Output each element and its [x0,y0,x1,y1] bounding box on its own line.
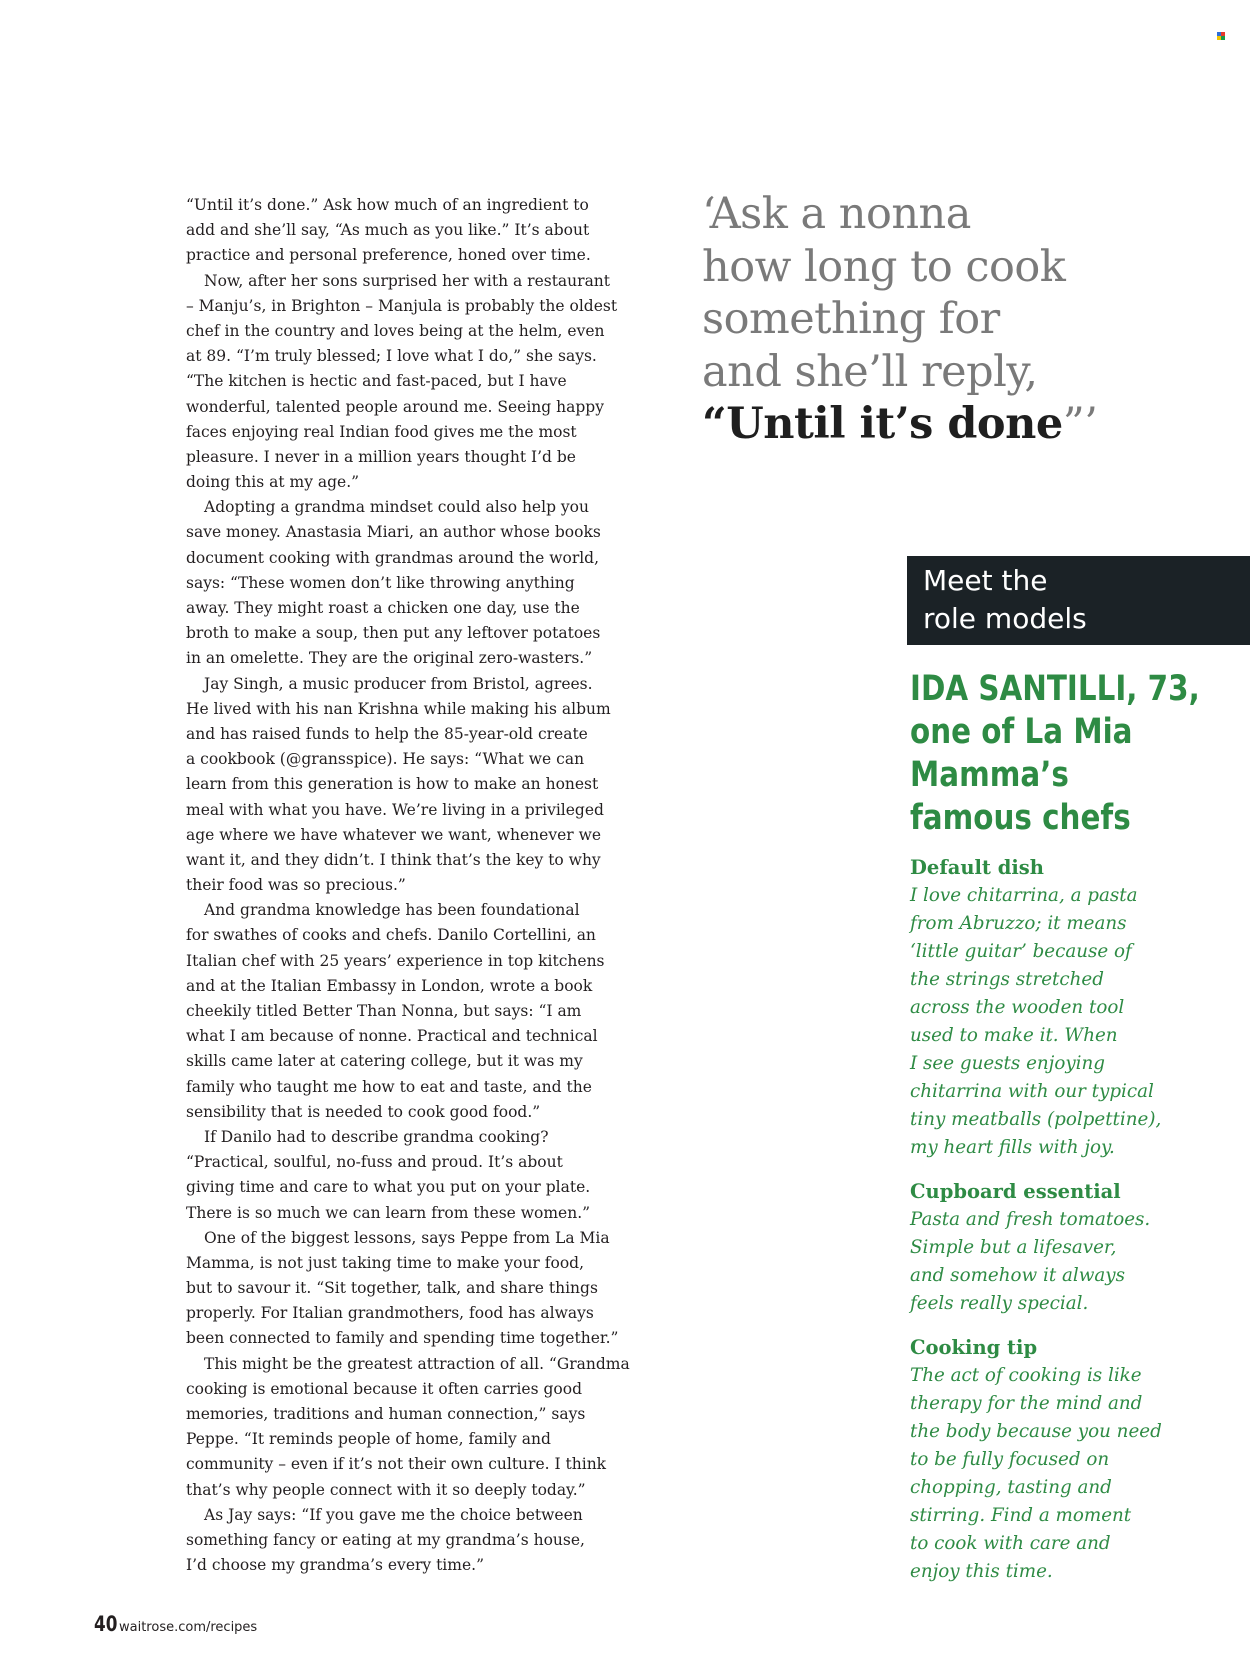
body-text-line: There is so much we can learn from these women.” [186,1203,591,1222]
color-registration-mark [1217,32,1225,40]
body-text-line: says: “These women don’t like throwing anything [186,573,575,592]
pull-quote-line: how long to cook [702,241,1066,292]
banner-line: role models [923,602,1087,635]
body-text-line: learn from this generation is how to make an honest [186,775,599,794]
profile-text-line: feels really special. [910,1293,1089,1314]
body-text-line: cheekily titled Better Than Nonna, but says: “I am [186,1002,582,1020]
body-text-line: If Danilo had to describe grandma cooking? [204,1127,549,1146]
pull-quote [702,188,1122,451]
body-text-line: faces enjoying real Indian food gives me the most [186,422,577,441]
body-text-line: wonderful, talented people around me. Seeing happy [186,397,604,416]
profile-section-heading: Cooking tip [910,1336,1038,1359]
pull-quote-emphasis-line [702,398,1122,451]
profile-text-line: stirring. Find a moment [910,1505,1132,1526]
body-text-line: memories, traditions and human connection,” says [186,1405,586,1423]
profile-text-line: from Abruzzo; it means [910,913,1127,934]
pull-quote-line: something for [702,294,1000,344]
profile-section-heading: Cupboard essential [910,1180,1121,1203]
profile-section-text [910,882,1240,1162]
body-text-line: at 89. “I’m truly blessed; I love what I do,” she says. [186,347,597,366]
body-text-line: One of the biggest lessons, says Peppe from La Mia [204,1228,610,1247]
body-text-line: This might be the greatest attraction of all. “Grandma [204,1354,630,1373]
body-text-line: and at the Italian Embassy in London, wrote a book [186,976,593,995]
profile-text-line: across the wooden tool [910,997,1125,1018]
chef-name-heading [910,668,1200,840]
profile-text-line: chopping, tasting and [910,1477,1112,1498]
profile-text-line: Simple but a lifesaver, [910,1237,1117,1258]
body-text-line: their food was so precious.” [186,876,406,895]
pull-quote-line: and she’ll reply, [702,346,1038,397]
body-text-line: Jay Singh, a music producer from Bristol, agrees. [204,674,593,693]
body-text-line: want it, and they didn’t. I think that’s the key to why [186,850,601,869]
profile-section-text [910,1362,1240,1586]
body-text-line: that’s why people connect with it so deeply today.” [186,1480,586,1499]
body-text-line: what I am because of nonne. Practical and technical [186,1027,598,1046]
body-text-line: Now, after her sons surprised her with a restaurant [204,271,611,290]
body-text-line: Mamma, is not just taking time to make your food, [186,1253,585,1272]
body-text-line: away. They might roast a chicken one day, use the [186,599,580,617]
body-text-line: As Jay says: “If you gave me the choice between [204,1505,583,1524]
body-text-line: – Manju’s, in Brighton – Manjula is probably the oldest [186,296,618,315]
body-text-line: sensibility that is needed to cook good food.” [186,1102,541,1121]
body-text-line: meal with what you have. We’re living in a privileged [186,800,604,819]
body-text-line: I’d choose my grandma’s every time.” [186,1556,484,1575]
profile-section-text [910,1206,1240,1318]
profile-text-line: my heart fills with joy. [910,1137,1115,1158]
profile-text-line: used to make it. When [910,1025,1118,1046]
body-text-line: add and she’ll say, “As much as you like.” It’s about [186,221,590,240]
body-text-line: And grandma knowledge has been foundational [204,901,580,920]
body-text-line: He lived with his nan Krishna while making his album [186,699,611,718]
profile-text-line: tiny meatballs (polpettine), [910,1109,1162,1130]
chef-profile [910,668,1240,1586]
body-text-line: cooking is emotional because it often carries good [186,1379,582,1398]
profile-section-heading: Default dish [910,856,1044,879]
pull-quote-closing-mark: ”’ [1062,399,1098,449]
page-number: 40 [94,1612,118,1636]
body-text-line: “Practical, soulful, no-fuss and proud. It’s about [186,1153,563,1172]
banner-line: Meet the [923,564,1048,597]
body-text-line: “Until it’s done.” Ask how much of an ingredient to [186,196,589,214]
site-url-link[interactable]: waitrose.com/recipes [119,1620,258,1635]
body-text-line: in an omelette. They are the original zero-wasters.” [186,649,593,668]
body-text-line: age where we have whatever we want, whenever we [186,825,602,844]
pull-quote-line: ‘Ask a nonna [702,189,971,239]
pull-quote-emphasis: “Until it’s done [702,399,1063,449]
body-text-line: something fancy or eating at my grandma’s house, [186,1530,585,1549]
body-text-line: “The kitchen is hectic and fast-paced, but I have [186,372,567,391]
chef-name-line: IDA SANTILLI, 73, [910,669,1200,709]
profile-text-line: the strings stretched [910,969,1104,990]
body-text-line: save money. Anastasia Miari, an author whose books [186,523,601,542]
body-text-line: broth to make a soup, then put any leftover potatoes [186,624,601,643]
body-text-line: family who taught me how to eat and taste, and the [186,1077,592,1096]
body-text-line: practice and personal preference, honed over time. [186,246,591,265]
chef-name-line: one of La Mia [910,712,1133,752]
body-text-line: doing this at my age.” [186,473,360,492]
role-models-banner [907,556,1250,645]
body-text-line: pleasure. I never in a million years thought I’d be [186,447,576,466]
profile-text-line: therapy for the mind and [910,1393,1143,1414]
chef-name-line: famous chefs [910,798,1131,838]
profile-text-line: to be fully focused on [910,1449,1110,1470]
body-text-line: chef in the country and loves being at the helm, even [186,321,605,340]
body-text-line: Italian chef with 25 years’ experience in top kitchens [186,951,605,970]
profile-text-line: chitarrina with our typical [910,1081,1154,1102]
body-text-line: a cookbook (@gransspice). He says: “What we can [186,750,585,769]
profile-text-line: I love chitarrina, a pasta [910,885,1138,906]
profile-text-line: and somehow it always [910,1265,1125,1286]
chef-name-line: Mamma’s [910,755,1069,795]
body-text-line: properly. For Italian grandmothers, food has always [186,1304,594,1323]
article-body [186,193,630,1578]
body-text-line: document cooking with grandmas around the world, [186,548,600,567]
body-text-line: but to savour it. “Sit together, talk, and share things [186,1279,598,1298]
body-text-line: and has raised funds to help the 85-year-old create [186,724,588,743]
profile-text-line: I see guests enjoying [910,1053,1105,1074]
body-text-line: skills came later at catering college, but it was my [186,1052,583,1071]
profile-text-line: the body because you need [910,1421,1162,1442]
body-text-line: been connected to family and spending time together.” [186,1329,619,1348]
profile-text-line: Pasta and fresh tomatoes. [910,1209,1151,1230]
body-text-line: Adopting a grandma mindset could also help you [204,498,589,517]
body-text-line: giving time and care to what you put on your plate. [186,1178,591,1197]
profile-text-line: The act of cooking is like [910,1365,1142,1386]
body-text-line: for swathes of cooks and chefs. Danilo Cortellini, an [186,926,596,945]
body-text-line: community – even if it’s not their own culture. I think [186,1455,607,1474]
profile-text-line: enjoy this time. [910,1561,1053,1582]
profile-text-line: to cook with care and [910,1533,1111,1554]
profile-text-line: ‘little guitar’ because of [910,941,1132,962]
body-text-line: Peppe. “It reminds people of home, family and [186,1430,551,1449]
page-footer [94,1612,257,1638]
